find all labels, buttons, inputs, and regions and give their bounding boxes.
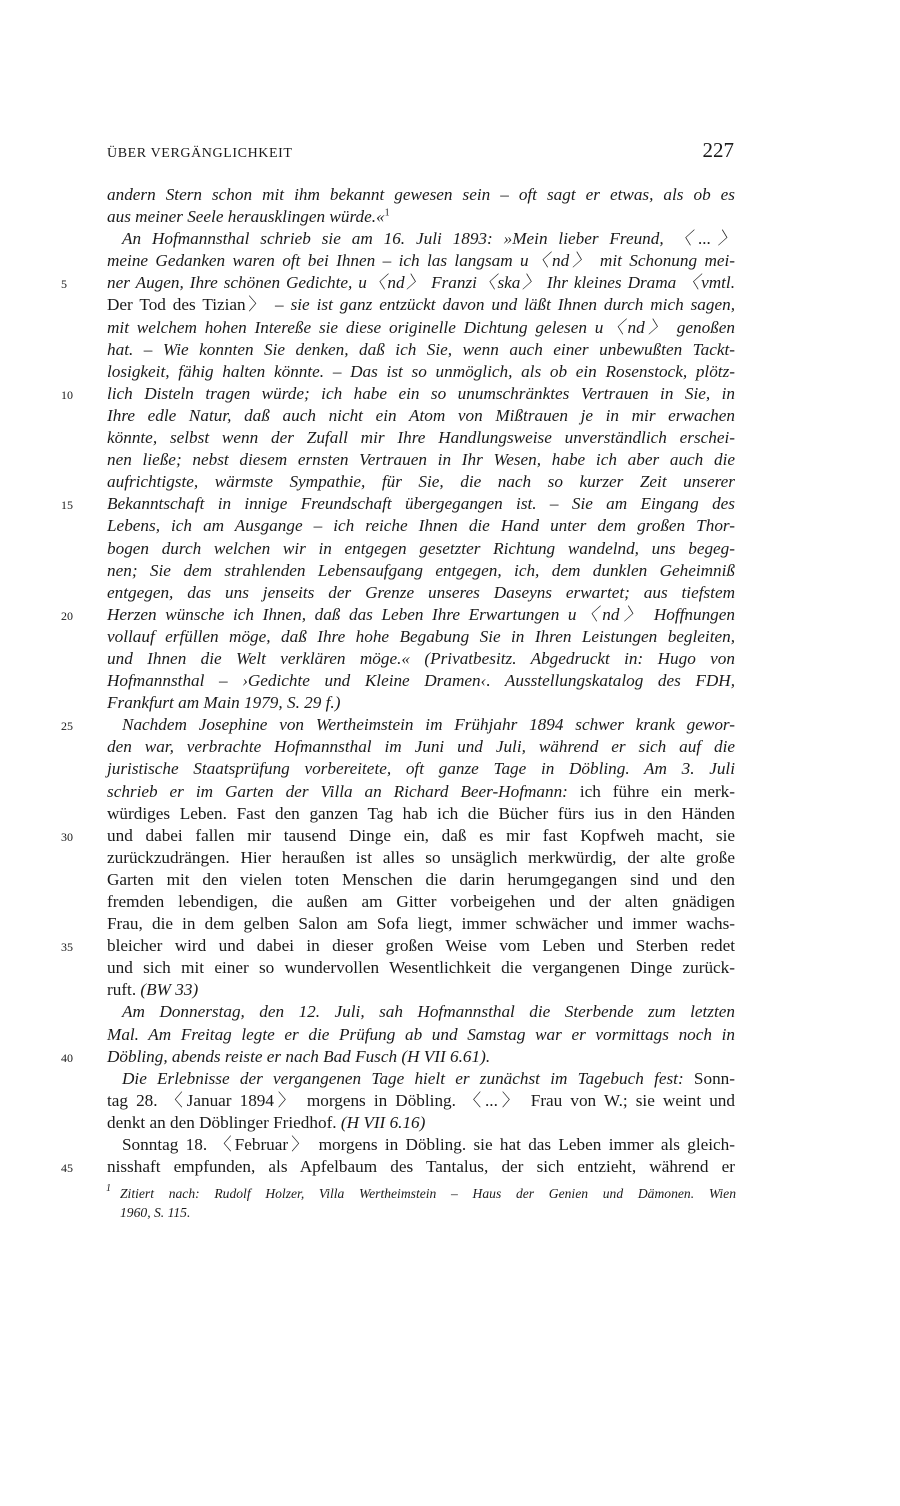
- text-line: [107, 1090, 735, 1112]
- text-line: [107, 891, 735, 913]
- text-segment: juristische Staatsprüfung vorbereitete, oft ganze Tage in Döbling. Am 3. Juli: [107, 759, 735, 779]
- text-segment: Nachdem Josephine von Wertheimstein im Frühjahr 1894 schwer krank gewor-: [122, 715, 735, 735]
- text-segment: aufrichtigste, wärmste Sympathie, für Sie, die nach so kurzer Zeit unserer: [107, 472, 735, 492]
- text-segment: aus meiner Seele herausklingen würde.«: [107, 207, 385, 227]
- text-line: [61, 383, 735, 405]
- text-line: [107, 515, 735, 537]
- text-line: [107, 1112, 735, 1134]
- text-line: [107, 736, 735, 758]
- text-segment: fremden lebendigen, die außen am Gitter vorbeigehen und der alten gnädigen: [107, 892, 735, 911]
- text-line: [107, 405, 735, 427]
- text-segment: könnte, selbst wenn der Zufall mir Ihre Handlungsweise unverständlich erschei-: [107, 428, 735, 448]
- text-segment: würdiges Leben. Fast den ganzen Tag hab ich die Bücher fürs ius in den Händen: [107, 803, 735, 823]
- text-segment: denkt an den Döblinger Friedhof.: [107, 1112, 341, 1132]
- text-segment: Herzen wünsche ich Ihnen, daß das Leben Ihre Erwartungen u〈nd〉 Hoffnungen: [107, 604, 735, 624]
- text-line: [107, 361, 735, 383]
- text-line: [107, 317, 735, 339]
- page-number: 227: [702, 138, 734, 162]
- line-number: 10: [61, 387, 73, 402]
- text-segment: Hofmannsthal – ›Gedichte und Kleine Dramen‹. Ausstellungskatalog des FDH,: [107, 671, 735, 691]
- text-line: [107, 1001, 735, 1023]
- text-segment: Sonntag 18. 〈Februar〉 morgens in Döbling. sie hat das Leben immer als gleich-: [122, 1135, 735, 1155]
- footnote-line: Zitiert nach: Rudolf Holzer, Villa Wertheimstein – Haus der Genien und Dämonen. Wien: [120, 1186, 736, 1201]
- running-head: ÜBER VERGÄNGLICHKEIT: [107, 146, 293, 161]
- text-line: [107, 957, 735, 979]
- text-line: [107, 803, 735, 825]
- text-line: [61, 272, 735, 294]
- text-segment: bogen durch welchen wir in entgegen gesetzter Richtung wandelnd, uns begeg-: [107, 538, 735, 558]
- text-line: [107, 670, 735, 692]
- text-segment: Frankfurt am Main 1979, S. 29 f.): [107, 693, 341, 713]
- text-segment: Garten mit den vielen toten Menschen die darin herumgegangen sind und den: [107, 869, 735, 889]
- text-segment: ruft.: [107, 980, 141, 1000]
- text-line: [107, 250, 735, 272]
- body-text: [61, 184, 735, 1178]
- text-segment: Ihre edle Natur, daß auch nicht ein Atom von Mißtrauen je in mir erwachen: [107, 405, 735, 425]
- line-number: 30: [61, 829, 73, 844]
- text-line: [61, 604, 735, 626]
- line-number: 20: [61, 608, 73, 623]
- text-segment: Mal. Am Freitag legte er die Prüfung ab und Samstag war er vormittags noch in: [107, 1024, 735, 1044]
- text-segment: entgegen, das uns jenseits der Grenze unseres Daseyns erwartet; aus tiefstem: [107, 582, 735, 602]
- text-line: [107, 1134, 735, 1156]
- text-line: [107, 869, 735, 891]
- text-line: [107, 339, 735, 361]
- footnote-reference: 1: [384, 207, 390, 219]
- text-line: [61, 714, 735, 736]
- text-segment: Die Erlebnisse der vergangenen Tage hielt er zunächst im Tagebuch fest:: [122, 1068, 684, 1088]
- text-line: [61, 493, 735, 515]
- text-segment: Frau, die in dem gelben Salon am Sofa liegt, immer schwächer und immer wachs-: [107, 914, 735, 934]
- text-segment: Döbling, abends reiste er nach Bad Fusch (H VII 6.61).: [107, 1046, 491, 1066]
- text-line: [61, 935, 735, 957]
- text-line: [107, 184, 735, 206]
- text-segment: – sie ist ganz entzückt davon und läßt Ihnen durch mich sagen,: [268, 295, 735, 315]
- text-line: [107, 1068, 735, 1090]
- text-segment: und sich mit einer so wundervollen Wesentlichkeit die vergangenen Dinge zurück-: [107, 958, 735, 978]
- text-segment: ich führe ein merk-: [567, 781, 735, 801]
- line-number: 45: [61, 1161, 73, 1176]
- text-segment: lich Disteln tragen würde; ich habe ein so unumschränktes Vertrauen in Sie, in: [107, 383, 735, 403]
- line-number: 15: [61, 498, 73, 513]
- text-line: [107, 758, 735, 780]
- text-line: [107, 582, 735, 604]
- text-line: [107, 294, 735, 316]
- text-line: [107, 1024, 735, 1046]
- text-segment: nen ließe; nebst diesem ernsten Vertrauen in Ihr Wesen, habe ich aber auch die: [107, 450, 735, 470]
- text-segment: nen; Sie dem strahlenden Lebensaufgang entgegen, ich, dem dunklen Geheimniß: [107, 560, 735, 580]
- text-line: [107, 847, 735, 869]
- text-segment: hat. – Wie konnten Sie denken, daß ich Sie, wenn auch einer unbewußten Tackt-: [107, 339, 735, 359]
- text-line: [107, 913, 735, 935]
- text-segment: Bekanntschaft in innige Freundschaft übergegangen ist. – Sie am Eingang des: [107, 494, 735, 514]
- text-line: [107, 692, 735, 714]
- text-line: [61, 1156, 735, 1178]
- text-segment: nisshaft empfunden, als Apfelbaum des Tantalus, der sich entzieht, während er: [107, 1157, 735, 1177]
- text-segment: schrieb er im Garten der Villa an Richard Beer-Hofmann:: [107, 781, 568, 801]
- text-line: [107, 626, 735, 648]
- text-segment: ner Augen, Ihre schönen Gedichte, u〈nd〉 Franzi〈ska〉 Ihr kleines Drama 〈vmtl.: [107, 273, 735, 293]
- text-segment: und Ihnen die Welt verklären möge.« (Privatbesitz. Abgedruckt in: Hugo von: [107, 648, 735, 668]
- text-segment: andern Stern schon mit ihm bekannt gewesen sein – oft sagt er etwas, als ob es: [107, 185, 735, 204]
- text-line: [61, 825, 735, 847]
- line-number: 35: [61, 940, 73, 955]
- text-segment: den war, verbrachte Hofmannsthal im Juni und Juli, während er sich auf die: [107, 737, 735, 757]
- text-line: [107, 781, 735, 803]
- text-segment: und dabei fallen mir tausend Dinge ein, daß es mir fast Kopfweh macht, sie: [107, 825, 735, 845]
- text-segment: An Hofmannsthal schrieb sie am 16. Juli 1893: »Mein lieber Freund, 〈...〉: [122, 229, 735, 249]
- text-segment: Am Donnerstag, den 12. Juli, sah Hofmannsthal die Sterbende zum letzten: [122, 1002, 735, 1022]
- text-segment: Lebens, ich am Ausgange – ich reiche Ihnen die Hand unter dem großen Thor-: [107, 516, 735, 536]
- text-segment: zurückzudrängen. Hier heraußen ist alles so unsäglich merkwürdig, der alte große: [107, 847, 735, 867]
- line-number: 5: [61, 277, 67, 292]
- text-line: [107, 538, 735, 560]
- footnote-line: 1960, S. 115.: [120, 1205, 191, 1220]
- text-segment: (H VII 6.16): [340, 1112, 426, 1132]
- text-line: [107, 228, 735, 250]
- text-line: [107, 648, 735, 670]
- text-line: [107, 427, 735, 449]
- footnote: [106, 1183, 736, 1222]
- text-line: [61, 1046, 735, 1068]
- text-line: [107, 979, 735, 1001]
- text-segment: (BW 33): [140, 980, 199, 1000]
- text-segment: tag 28. 〈Januar 1894〉 morgens in Döbling. 〈...〉 Frau von W.; sie weint und: [107, 1090, 735, 1110]
- text-line: [107, 449, 735, 471]
- line-number: 25: [61, 719, 73, 734]
- text-segment: meine Gedanken waren oft bei Ihnen – ich las langsam u〈nd〉 mit Schonung mei-: [107, 251, 735, 271]
- text-segment: bleicher wird und dabei in dieser großen Weise vom Leben und Sterben redet: [107, 936, 735, 956]
- text-segment: mit welchem hohen Intereße sie diese originelle Dichtung gelesen u〈nd〉 genoßen: [107, 317, 735, 337]
- text-line: [107, 206, 735, 228]
- text-segment: Der Tod des Tizian〉: [107, 295, 269, 315]
- text-segment: Sonn-: [683, 1068, 735, 1088]
- text-segment: vollauf erfüllen möge, daß Ihre hohe Begabung Sie in Ihren Leistungen begleiten,: [107, 626, 735, 646]
- footnote-mark: 1: [106, 1183, 111, 1194]
- line-number: 40: [61, 1050, 73, 1065]
- text-line: [107, 471, 735, 493]
- text-segment: losigkeit, fähig halten könnte. – Das ist so unmöglich, als ob ein Rosenstock, plötz-: [107, 361, 735, 381]
- text-line: [107, 560, 735, 582]
